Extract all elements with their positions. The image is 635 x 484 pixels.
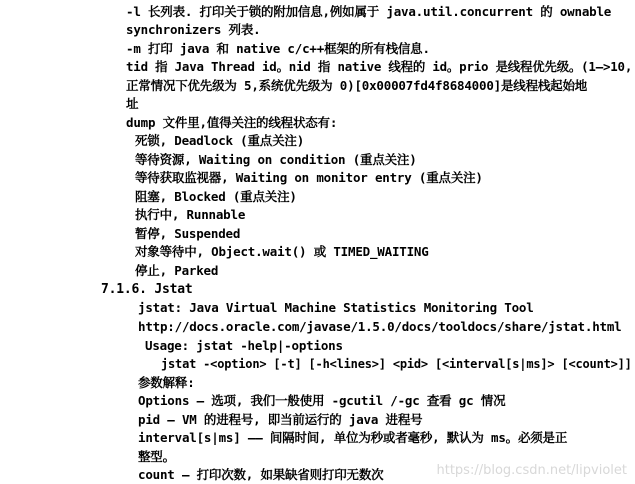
jstat-description: jstat: Java Virtual Machine Statistics Monitoring Tool	[138, 300, 534, 315]
thread-state-item: 对象等待中, Object.wait() 或 TIMED_WAITING	[135, 244, 429, 259]
tid-description-line-1: tid 指 Java Thread id。nid 指 native 线程的 id。prio 是线程优先级。(1—>10,	[126, 59, 633, 74]
param-pid: pid — VM 的进程号, 即当前运行的 java 进程号	[138, 412, 423, 427]
jstack-option-m: -m 打印 java 和 native c/c++框架的所有栈信息.	[126, 41, 430, 56]
tid-description-line-2: 正常情况下优先级为 5,系统优先级为 0)[0x00007fd4f8684000]是线程栈起始地	[126, 78, 588, 93]
param-options: Options — 选项, 我们一般使用 -gcutil /-gc 查看 gc 情况	[138, 393, 506, 408]
thread-state-item: 阻塞, Blocked (重点关注)	[135, 189, 297, 204]
jstat-syntax: jstat -<option> [-t] [-h<lines>] <pid> [<interval[s|ms]> [<count>]]	[161, 356, 632, 371]
tid-description-line-3: 址	[126, 96, 139, 111]
thread-state-item: 执行中, Runnable	[135, 207, 246, 222]
thread-state-item: 等待资源, Waiting on condition (重点关注)	[135, 152, 417, 167]
watermark: https://blog.csdn.net/lipviolet	[436, 463, 627, 478]
param-count: count — 打印次数, 如果缺省则打印无数次	[138, 467, 384, 482]
thread-state-item: 暂停, Suspended	[135, 226, 241, 241]
section-heading-jstat: 7.1.6. Jstat	[101, 282, 193, 297]
thread-state-item: 停止, Parked	[135, 263, 219, 278]
thread-state-item: 等待获取监视器, Waiting on monitor entry (重点关注)	[135, 170, 483, 185]
param-interval: interval[s|ms] —— 间隔时间, 单位为秒或者毫秒, 默认为 ms。必须是正	[138, 430, 568, 445]
dump-states-intro: dump 文件里,值得关注的线程状态有:	[126, 115, 338, 130]
jstack-option-l: -l 长列表. 打印关于锁的附加信息,例如属于 java.util.concurrent 的 ownable	[126, 4, 612, 19]
jstat-usage: Usage: jstat -help|-options	[145, 338, 343, 353]
jstack-option-l-continued: synchronizers 列表.	[126, 22, 261, 37]
params-title: 参数解释:	[138, 375, 195, 390]
thread-state-item: 死锁, Deadlock (重点关注)	[135, 133, 305, 148]
param-interval-continued: 整型。	[138, 449, 175, 464]
jstat-doc-url: http://docs.oracle.com/javase/1.5.0/docs/tooldocs/share/jstat.html	[138, 319, 622, 334]
